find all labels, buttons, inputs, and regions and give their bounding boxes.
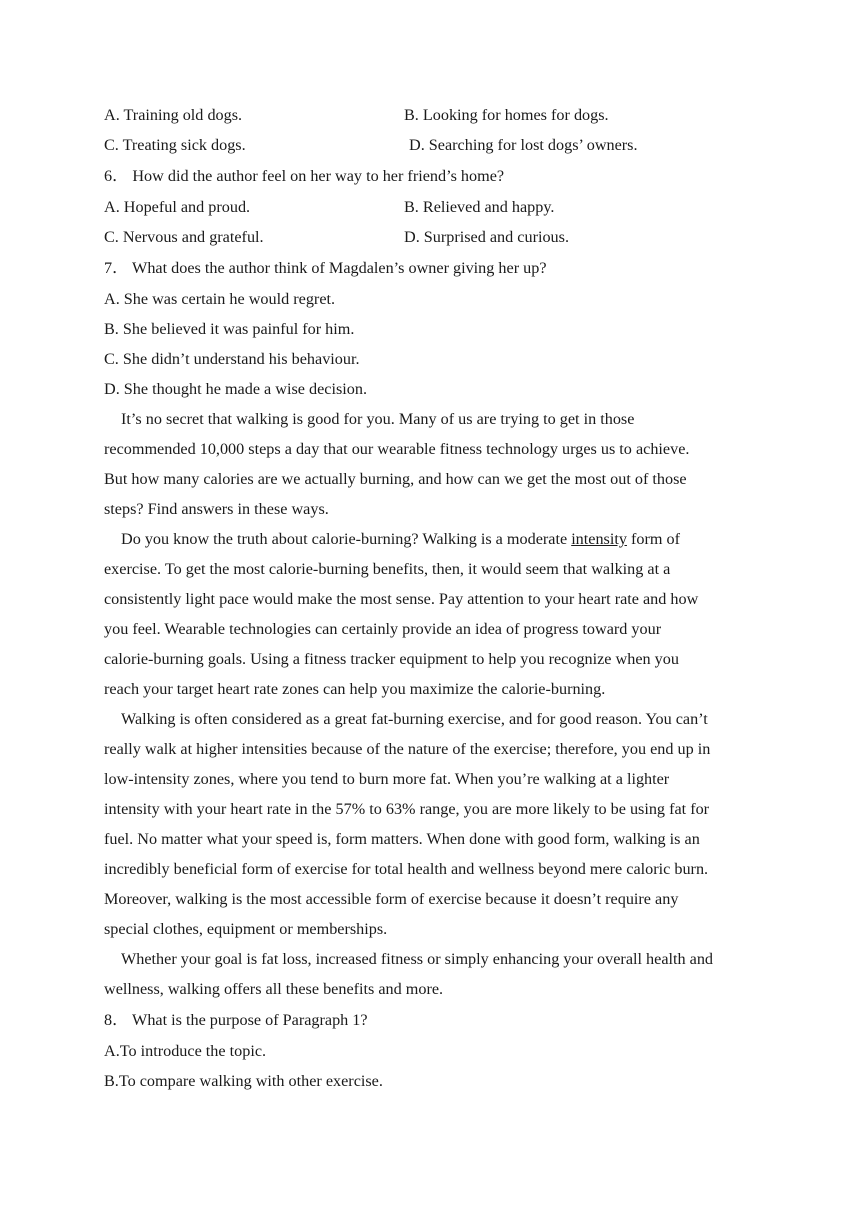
q7-question: 7． What does the author think of Magdalen’s owner giving her up? [104,259,547,277]
q6-option-c: C. Nervous and grateful. [104,228,264,246]
document-page [104,100,764,1096]
q6-option-a: A. Hopeful and proud. [104,198,251,216]
passage-p3-line: Moreover, walking is the most accessible form of exercise because it doesn’t require any [104,890,679,908]
q8-question: 8． What is the purpose of Paragraph 1? [104,1011,368,1029]
passage-p2-line: consistently light pace would make the most sense. Pay attention to your heart rate and how [104,590,699,608]
q7-option-d: D. She thought he made a wise decision. [104,380,367,398]
passage-p2-line: you feel. Wearable technologies can certainly provide an idea of progress toward your [104,620,662,638]
q6-question: 6． How did the author feel on her way to her friend’s home? [104,167,505,185]
passage-p3-line: low-intensity zones, where you tend to burn more fat. When you’re walking at a lighter [104,770,670,788]
q7-option-b: B. She believed it was painful for him. [104,320,355,338]
passage-p1-line: It’s no secret that walking is good for you. Many of us are trying to get in those [121,410,635,428]
q8-option-b: B.To compare walking with other exercise. [104,1072,383,1090]
passage-p2-first-line [104,524,764,554]
passage-p1-line: But how many calories are we actually burning, and how can we get the most out of those [104,470,687,488]
passage-p2-line: calorie-burning goals. Using a fitness tracker equipment to help you recognize when you [104,650,679,668]
q8-option-a: A.To introduce the topic. [104,1042,267,1060]
q5-option-a: A. Training old dogs. [104,106,243,124]
passage-p2-line: exercise. To get the most calorie-burning benefits, then, it would seem that walking at a [104,560,671,578]
passage-p3-line: Walking is often considered as a great fat-burning exercise, and for good reason. You can’t [121,710,708,728]
passage-p4-line: wellness, walking offers all these benefits and more. [104,980,444,998]
q7-option-a: A. She was certain he would regret. [104,290,336,308]
q6-options-row-2 [104,222,764,252]
p2-text-after: form of [626,530,680,548]
passage-p4-line: Whether your goal is fat loss, increased fitness or simply enhancing your overall health and [121,950,714,968]
q7-option-c: C. She didn’t understand his behaviour. [104,350,360,368]
passage-p3-line: really walk at higher intensities because of the nature of the exercise; therefore, you end up in [104,740,711,758]
q6-option-b: B. Relieved and happy. [404,198,555,216]
q5-options-row-2 [104,130,764,160]
underlined-word: intensity [571,530,627,548]
q5-option-b: B. Looking for homes for dogs. [404,106,609,124]
q5-options-row-1 [104,100,764,130]
passage-p1-line: recommended 10,000 steps a day that our wearable fitness technology urges us to achieve. [104,440,690,458]
passage-p3-line: intensity with your heart rate in the 57% to 63% range, you are more likely to be using fat for [104,800,710,818]
p2-text-before: Do you know the truth about calorie-burning? Walking is a moderate [121,530,572,548]
q6-options-row-1 [104,192,764,222]
passage-p2-line: reach your target heart rate zones can help you maximize the calorie-burning. [104,680,606,698]
passage-p1-line: steps? Find answers in these ways. [104,500,329,518]
q5-option-d: D. Searching for lost dogs’ owners. [409,136,638,154]
passage-p3-line: fuel. No matter what your speed is, form matters. When done with good form, walking is an [104,830,700,848]
q5-option-c: C. Treating sick dogs. [104,136,246,154]
passage-p3-line: special clothes, equipment or memberships. [104,920,388,938]
q6-option-d: D. Surprised and curious. [404,228,569,246]
passage-p3-line: incredibly beneficial form of exercise for total health and wellness beyond mere caloric burn. [104,860,709,878]
